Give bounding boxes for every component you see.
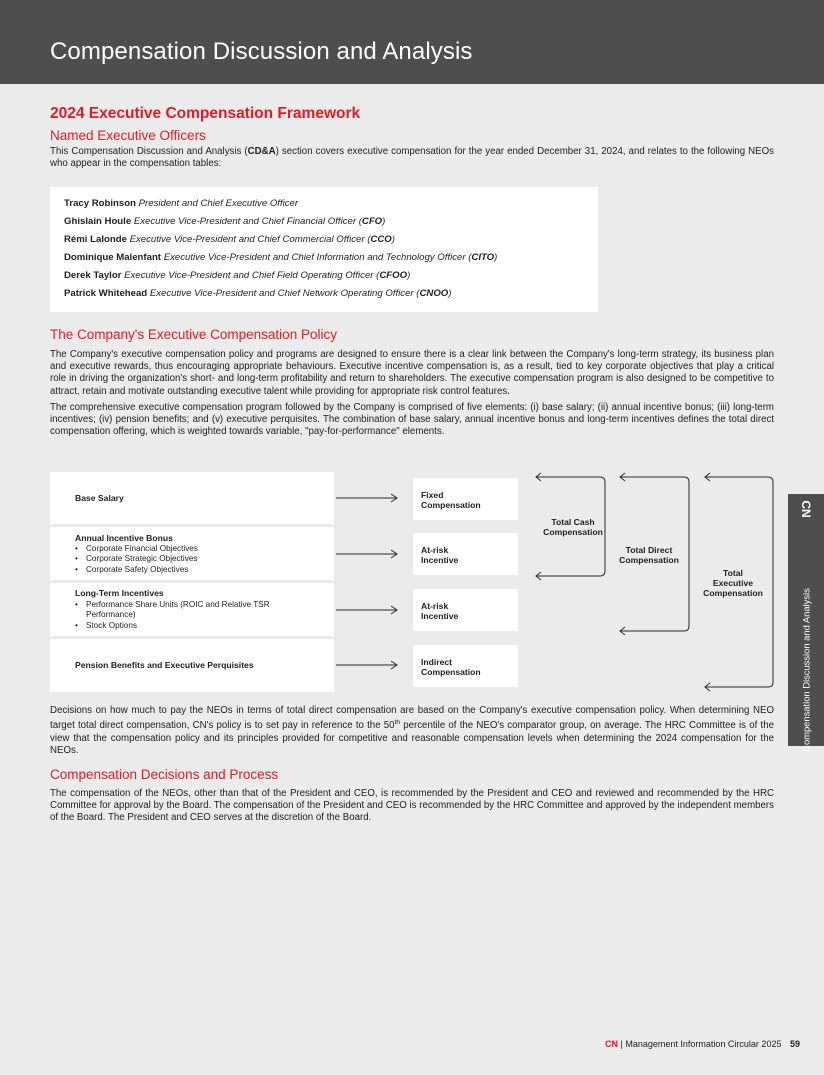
neo-item: Dominique Malenfant Executive Vice-President and Chief Information and Technology Officer (CITO) xyxy=(64,252,498,263)
footer-brand: CN xyxy=(605,1039,618,1049)
arrow-right-icon xyxy=(336,661,397,669)
framework-title: 2024 Executive Compensation Framework xyxy=(50,105,361,122)
policy-paragraph-2: The comprehensive executive compensation program followed by the Company is comprised of five elements: (i) base salary; (ii) annual incentive bonus; (iii) long-term incentives; (iv) pension benefits; and (v) executive perquisites. The combination of base salary, annual incentive bonus and long-term incentives defines the total direct compensation offering, which is weighted towards variable, "pay-for-performance" elements. xyxy=(50,401,774,438)
footer-separator: | xyxy=(620,1039,623,1049)
footer-publication: Management Information Circular 2025 xyxy=(625,1039,782,1049)
list-item: • Corporate Strategic Objectives xyxy=(75,554,198,564)
decisions-section xyxy=(50,705,774,757)
process-heading: Compensation Decisions and Process xyxy=(50,767,279,782)
neo-item: Tracy Robinson President and Chief Executive Officer xyxy=(64,198,299,209)
process-section xyxy=(50,765,774,825)
element-long-term-incentives: Long-Term Incentives • Performance Share Units (ROIC and Relative TSR Performance) • Stock Options xyxy=(50,583,334,636)
page-number: 59 xyxy=(789,1039,800,1049)
arrow-right-icon xyxy=(336,606,397,614)
process-paragraph: The compensation of the NEOs, other than that of the President and CEO, is recommended by the President and CEO and reviewed and recommended by the HRC Committee for approval by the Board. The compensation of the President and CEO is recommended by the HRC Committee and approved by the independent members of the Board. The President and CEO serves at the discretion of the Board. xyxy=(50,788,774,824)
side-tab-label: Compensation Discussion and Analysis xyxy=(800,588,812,752)
neo-item: Rémi Lalonde Executive Vice-President and Chief Commercial Officer (CCO) xyxy=(64,234,395,245)
arrow-right-icon xyxy=(336,550,397,558)
page-footer xyxy=(605,1039,800,1049)
side-tab[interactable] xyxy=(788,494,824,752)
type-at-risk-incentive: At-risk Incentive xyxy=(413,533,518,575)
policy-paragraph-1: The Company's executive compensation policy and programs are designed to ensure there is a clear link between the Company's long-term strategy, its business plan and executive rewards, thus encouraging appropriate behaviours. Executive incentive compensation is, as a result, tied to key corporate objectives that play a critical role in driving the organization's short- and long-term profitability and return to shareholders. The executive compensation program is also designed to be competitive to attract, retain and motivate outstanding executive talent while providing for appropriate risk control features. xyxy=(50,349,774,397)
label-total-cash: Total Cash Compensation xyxy=(543,517,603,537)
list-item: • Corporate Safety Objectives xyxy=(75,565,198,575)
neo-item: Patrick Whitehead Executive Vice-President and Chief Network Operating Officer (CNOO) xyxy=(64,288,452,299)
neo-item: Ghislain Houle Executive Vice-President and Chief Financial Officer (CFO) xyxy=(64,216,386,227)
element-pension-perquisites: Pension Benefits and Executive Perquisites xyxy=(50,639,334,692)
page-title: Compensation Discussion and Analysis xyxy=(50,38,473,65)
arrow-right-icon xyxy=(336,494,397,502)
type-at-risk-incentive: At-risk Incentive xyxy=(413,589,518,631)
neo-heading: Named Executive Officers xyxy=(50,128,206,143)
list-item: • Stock Options xyxy=(75,621,285,631)
element-annual-incentive: Annual Incentive Bonus • Corporate Financial Objectives • Corporate Strategic Objectives • Corporate Safety Objectives xyxy=(50,527,334,580)
decisions-paragraph: Decisions on how much to pay the NEOs in terms of total direct compensation are based on the Company's executive compensation policy. When determining NEO target total direct compensation, CN's policy is to set pay in reference to the 50th percentile of the NEO's comparator group, on average. The HRC Committee is of the view that the compensation policy and its principles provided for competitive and reasonable compensation levels when determining the 2024 compensation for the NEOs. xyxy=(50,705,774,756)
list-item: • Performance Share Units (ROIC and Relative TSR Performance) xyxy=(75,600,285,621)
cn-logo: CN xyxy=(799,500,813,518)
policy-heading: The Company's Executive Compensation Policy xyxy=(50,327,337,342)
intro-paragraph: This Compensation Discussion and Analysis (CD&A) section covers executive compensation for the year ended December 31, 2024, and relates to the following NEOs who appear in the compensation tables: xyxy=(50,146,774,170)
label-total-executive: Total Executive Compensation xyxy=(703,568,763,598)
element-base-salary: Base Salary xyxy=(50,472,334,524)
list-item: • Corporate Financial Objectives xyxy=(75,544,198,554)
neo-item: Derek Taylor Executive Vice-President and Chief Field Operating Officer (CFOO) xyxy=(64,270,411,281)
type-fixed-compensation: Fixed Compensation xyxy=(413,478,518,520)
label-total-direct: Total Direct Compensation xyxy=(619,545,679,565)
type-indirect-compensation: Indirect Compensation xyxy=(413,645,518,687)
